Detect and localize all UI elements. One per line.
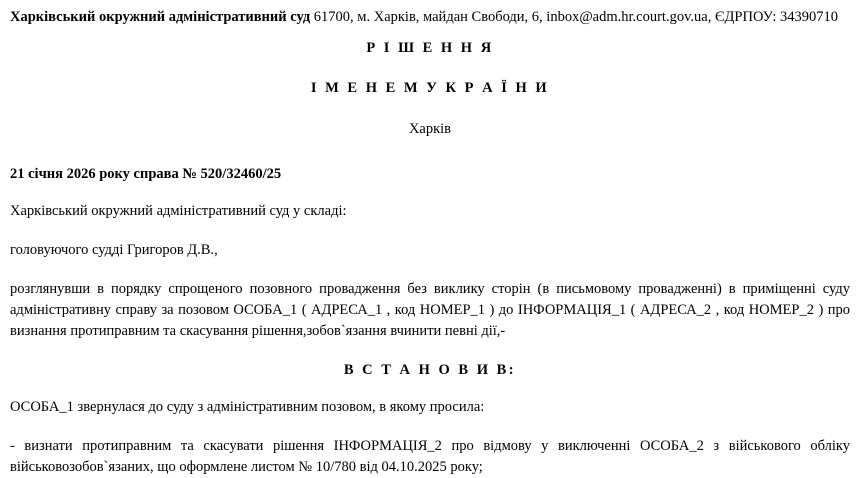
court-contacts: 61700, м. Харків, майдан Свободи, 6, inbox@adm.hr.court.gov.ua, ЄДРПОУ: 34390710	[313, 9, 838, 25]
claim-item-1: - визнати протиправним та скасувати рішення ІНФОРМАЦІЯ_2 про відмову у виключенні ОСОБА_2 з військового обліку військовозобов`язаних, що оформлене листом № 10/780 від 04.10.2025 року;	[10, 438, 850, 476]
document-title-in-name-of-ukraine: І М Е Н Е М У К Р А Ї Н И	[310, 80, 550, 97]
presiding-judge: головуючого судді Григоров Д.В.,	[10, 242, 218, 259]
claim-intro-paragraph: ОСОБА_1 звернулася до суду з адміністративним позовом, в якому просила:	[10, 399, 485, 416]
document-header	[10, 8, 850, 26]
court-name: Харківський окружний адміністративний суд	[10, 9, 311, 25]
case-number-line: 21 січня 2026 року справа № 520/32460/25	[10, 166, 282, 183]
court-composition: Харківський окружний адміністративний суд у складі:	[10, 203, 347, 220]
case-consideration-paragraph: розглянувши в порядку спрощеного позовного провадження без виклику сторін (в письмовому провадженні) в приміщенні суду адміністративну справу за позовом ОСОБА_1 ( АДРЕСА_1 , код НОМЕР_1 ) до ІНФОРМАЦІЯ_1 ( АДРЕСА_2 , код НОМЕР_2 ) про визнання протиправним та скасування рішення,зобов`язання вчинити певні дії,-	[10, 281, 850, 340]
document-title-decision: Р І Ш Е Н Н Я	[366, 40, 494, 57]
section-heading-established: В С Т А Н О В И В:	[343, 362, 517, 379]
document-city: Харків	[408, 121, 452, 138]
